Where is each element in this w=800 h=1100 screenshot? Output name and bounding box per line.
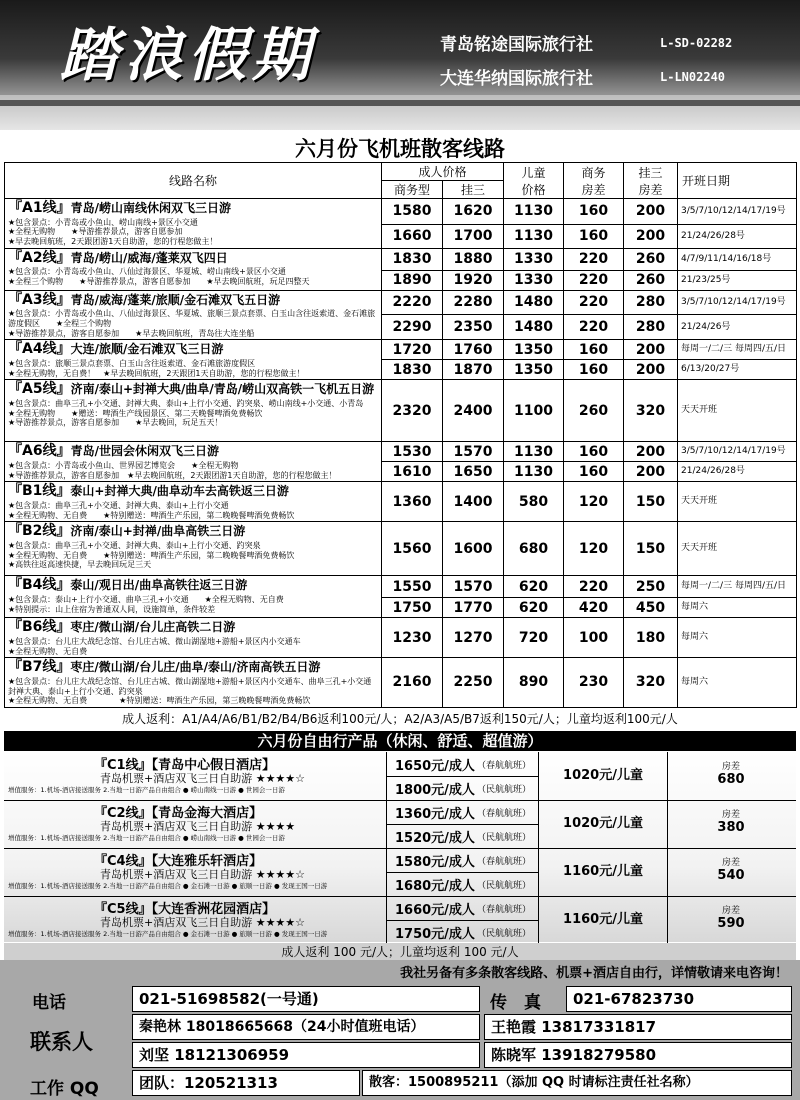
free-product (4, 752, 796, 801)
contacts-label: 联系人 (30, 1030, 93, 1054)
business-room-diff: 230 (564, 658, 624, 708)
adult-price: 1800元/成人 (395, 783, 475, 798)
child-price: 1130 (504, 462, 564, 482)
fax-label: 传 真 (490, 993, 541, 1013)
route-title (8, 381, 378, 398)
adult-price-row (386, 896, 539, 921)
departure-dates: 3/5/7/10/12/14/17/19号 (678, 442, 797, 462)
room-difference (666, 752, 796, 800)
route-name-cell (5, 290, 382, 340)
adult-price: 1520元/成人 (395, 831, 475, 846)
three-star-room-diff: 320 (624, 658, 678, 708)
route-code: 『A5线』 (8, 381, 71, 398)
route-code: 『B4线』 (8, 577, 71, 594)
phone-number: 021-51698582(一号通) (132, 986, 480, 1012)
route-name-cell (5, 248, 382, 290)
route-note: ★包含景点：小青岛或小鱼山、崂山南线+景区小交通 (8, 217, 198, 227)
three-star-price: 1770 (443, 598, 504, 618)
free-product-hotel: 【大连雅乐轩酒店】 (151, 854, 263, 869)
departure-dates: 每周一/二/三 每周四/五/日 (678, 340, 797, 360)
individual-qq: 散客：1500895211（添加 QQ 时请标注责任社名称） (362, 1070, 792, 1096)
route-note: ★包含景点：台儿庄大战纪念馆、台儿庄古城、微山湖湿地+游船+景区内小交通车、曲阜三孔+小交通 (8, 676, 372, 686)
agency1-name: 青岛铭途国际旅行社 (440, 35, 593, 55)
child-price: 1020元/儿童 (538, 800, 668, 848)
flight-type: （春航航班） (477, 761, 532, 771)
business-room-diff: 120 (564, 482, 624, 522)
free-product-subtitle: 青岛机票+酒店双飞三日自助游 ★★★★☆ (100, 772, 306, 785)
route-code: 『A4线』 (8, 341, 71, 358)
business-price: 1830 (382, 360, 443, 380)
header-three-star: 挂三 (443, 181, 504, 199)
business-price: 2220 (382, 290, 443, 315)
flight-type: （春航航班） (477, 905, 532, 915)
business-price: 1890 (382, 270, 443, 290)
section2-title: 六月份自由行产品（休闲、舒适、超值游） (4, 731, 796, 751)
flight-type: （春航航班） (477, 857, 532, 867)
route-name-cell (5, 522, 382, 576)
route-name-cell (5, 618, 382, 658)
table-row (5, 442, 797, 462)
route-name-cell (5, 199, 382, 249)
three-star-room-diff: 200 (624, 462, 678, 482)
three-star-room-diff: 250 (624, 576, 678, 598)
room-difference (666, 896, 796, 944)
room-diff-label: 房差 (721, 810, 740, 820)
route-name-cell (5, 380, 382, 442)
departure-dates: 每周六 (678, 658, 797, 708)
route-note: ★高铁往返高速快捷，早去晚回玩足三天 (8, 560, 152, 570)
free-product-subtitle: 青岛机票+酒店双飞三日自助游 ★★★★☆ (100, 916, 306, 929)
business-price: 1660 (382, 224, 443, 248)
route-note: ★全程三个购物 ★导游推荐景点，游客自愿参加 ★早去晚回航班，玩足四整天 (8, 276, 310, 286)
route-note: ★包含景点：泰山+上行小交通、曲阜三孔+小交通 ★全程无购物、无自费 (8, 594, 284, 604)
adult-price: 1360元/成人 (395, 807, 475, 822)
adult-price-row (386, 824, 539, 848)
business-room-diff: 220 (564, 270, 624, 290)
three-star-price: 1700 (443, 224, 504, 248)
route-title-text: 枣庄/微山湖/台儿庄/曲阜/泰山/济南高铁五日游 (70, 660, 321, 675)
route-note: ★包含景点：台儿庄大战纪念馆、台儿庄古城、微山湖湿地+游船+景区内小交通车 (8, 636, 301, 646)
room-diff-value: 680 (717, 772, 745, 787)
room-difference (666, 800, 796, 848)
header-business-room: 商务 房差 (564, 163, 624, 199)
header-route: 线路名称 (5, 163, 382, 199)
child-price: 1100 (504, 380, 564, 442)
route-note: ★包含景点：小青岛或小鱼山、八仙过海景区、华夏城、崂山南线+景区小交通 (8, 267, 286, 277)
contact-3: 刘坚 18121306959 (132, 1042, 480, 1068)
route-note: ★导游推荐景点，游客自愿参加 ★早去晚回航班，青岛往大连坐船 (8, 328, 255, 338)
route-title (8, 200, 378, 217)
free-product-services: 增值服务：1.机场-酒店接送服务 2.当地一日游产品自由组合 ● 金石滩一日游 ● 旅顺一日游 ● 发现王国一日游 (8, 930, 328, 938)
flight-type: （民航航班） (477, 785, 532, 795)
three-star-room-diff: 200 (624, 199, 678, 225)
three-star-room-diff: 200 (624, 442, 678, 462)
business-room-diff: 160 (564, 360, 624, 380)
child-price: 1480 (504, 290, 564, 315)
team-qq: 团队：120521313 (132, 1070, 360, 1096)
business-room-diff: 160 (564, 462, 624, 482)
rebate-note-2: 成人返利 100 元/人；儿童均返利 100 元/人 (4, 943, 796, 960)
route-table (4, 162, 797, 708)
table-row (5, 618, 797, 658)
route-title-text: 泰山+封禅大典/曲阜动车去高铁返三日游 (70, 484, 289, 499)
three-star-room-diff: 150 (624, 522, 678, 576)
three-star-price: 1570 (443, 576, 504, 598)
child-price: 620 (504, 598, 564, 618)
three-star-price: 1620 (443, 199, 504, 225)
room-diff-value: 380 (717, 820, 745, 835)
agency1-license: L-SD-02282 (660, 36, 733, 50)
shoreline (0, 100, 800, 106)
phone-label: 电话 (32, 993, 66, 1013)
business-room-diff: 220 (564, 576, 624, 598)
route-note: ★导游推荐景点，游客自愿参加 ★早去晚回航班，2天跟团游1天自助游，您的行程您做主！ (8, 470, 337, 480)
room-diff-label: 房差 (721, 762, 740, 772)
departure-dates: 3/5/7/10/12/14/17/19号 (678, 290, 797, 315)
room-difference (666, 848, 796, 896)
three-star-room-diff: 180 (624, 618, 678, 658)
route-title (8, 250, 378, 267)
route-note: ★全程无购物、无自费 ★特别赠送：啤酒生产乐园，第二晚晚餐啤酒免费畅饮 (8, 510, 295, 520)
route-title (8, 483, 378, 500)
adult-price: 1660元/成人 (395, 903, 475, 918)
free-product-subtitle: 青岛机票+酒店双飞三日自助游 ★★★★ (100, 820, 296, 833)
route-title (8, 659, 378, 676)
room-diff-label: 房差 (721, 858, 740, 868)
departure-dates: 天天开班 (678, 522, 797, 576)
table-row (5, 380, 797, 442)
route-code: 『A6线』 (8, 443, 71, 460)
route-note: ★全程无购物、无自费 ★特别赠送：啤酒生产乐园，第二晚晚餐啤酒免费畅饮 (8, 550, 295, 560)
room-diff-label: 房差 (721, 906, 740, 916)
table-row (5, 340, 797, 360)
free-product (4, 896, 796, 945)
free-product-hotel: 【青岛金海大酒店】 (151, 806, 263, 821)
route-name-cell (5, 442, 382, 482)
route-note: ★包含景点：小青岛或小鱼山、世界园艺博览会 ★全程无购物 (8, 460, 239, 470)
free-product-info (4, 848, 386, 896)
route-note: ★包含景点：旅顺三景点套票、白玉山含往返索道、金石滩旅游度假区 (8, 358, 256, 368)
departure-dates: 3/5/7/10/12/14/17/19号 (678, 199, 797, 225)
departure-dates: 天天开班 (678, 482, 797, 522)
three-star-price: 1920 (443, 270, 504, 290)
table-row (5, 482, 797, 522)
three-star-room-diff: 200 (624, 224, 678, 248)
three-star-price: 1650 (443, 462, 504, 482)
three-star-price: 1880 (443, 248, 504, 270)
three-star-price: 1870 (443, 360, 504, 380)
business-room-diff: 160 (564, 224, 624, 248)
child-price: 1330 (504, 270, 564, 290)
route-code: 『B1线』 (8, 483, 71, 500)
adult-price-row (386, 848, 539, 873)
departure-dates: 4/7/9/11/14/16/18号 (678, 248, 797, 270)
table-row (5, 576, 797, 598)
free-product (4, 800, 796, 849)
free-product-code: 『C2线』 (94, 806, 152, 821)
route-title (8, 523, 378, 540)
child-price: 1130 (504, 224, 564, 248)
adult-price: 1750元/成人 (395, 927, 475, 942)
route-note: ★全程无购物、无自费 ★特别赠送：啤酒生产乐园，第三晚晚餐啤酒免费畅饮 (8, 696, 311, 706)
route-title-text: 青岛/威海/蓬莱/旅顺/金石滩双飞五日游 (70, 292, 281, 307)
business-price: 2290 (382, 315, 443, 340)
contact-4: 陈晓军 13918279580 (484, 1042, 792, 1068)
child-price: 1350 (504, 360, 564, 380)
free-product-info (4, 896, 386, 944)
departure-dates: 21/24/26号 (678, 315, 797, 340)
departure-dates: 21/23/25号 (678, 270, 797, 290)
header-three-star-room: 挂三 房差 (624, 163, 678, 199)
departure-dates: 每周六 (678, 598, 797, 618)
three-star-price: 2250 (443, 658, 504, 708)
rebate-note-1: 成人返利：A1/A4/A6/B1/B2/B4/B6返利100元/人；A2/A3/A5/B7返利150元/人；儿童均返利100元/人 (122, 712, 678, 726)
route-code: 『A3线』 (8, 291, 71, 308)
child-price: 1020元/儿童 (538, 752, 668, 800)
header-banner (0, 0, 800, 130)
route-name-cell (5, 340, 382, 380)
route-title-text: 泰山/观日出/曲阜高铁往返三日游 (70, 578, 248, 593)
three-star-price: 2350 (443, 315, 504, 340)
header-dates: 开班日期 (678, 163, 797, 199)
adult-price: 1680元/成人 (395, 879, 475, 894)
adult-price-row (386, 776, 539, 800)
route-code: 『B7线』 (8, 659, 71, 676)
three-star-room-diff: 260 (624, 270, 678, 290)
free-product-info (4, 800, 386, 848)
departure-dates: 天天开班 (678, 380, 797, 442)
route-name-cell (5, 482, 382, 522)
adult-price: 1650元/成人 (395, 759, 475, 774)
adult-price-row (386, 752, 539, 777)
three-star-room-diff: 150 (624, 482, 678, 522)
table-row (5, 248, 797, 270)
free-product-code: 『C4线』 (94, 854, 152, 869)
three-star-room-diff: 280 (624, 315, 678, 340)
room-diff-value: 540 (717, 868, 745, 883)
child-price: 1160元/儿童 (538, 848, 668, 896)
route-note: ★特别提示：山上住宿为普通双人间，设施简单，条件较差 (8, 604, 216, 614)
route-body (5, 199, 797, 708)
business-room-diff: 100 (564, 618, 624, 658)
fax-number: 021-67823730 (566, 986, 792, 1012)
adult-price-row (386, 920, 539, 944)
three-star-room-diff: 320 (624, 380, 678, 442)
route-title-text: 济南/泰山+封禅大典/曲阜/青岛/崂山双高铁一飞机五日游 (70, 382, 375, 397)
business-price: 1360 (382, 482, 443, 522)
business-price: 1610 (382, 462, 443, 482)
route-title-text: 枣庄/微山湖/台儿庄高铁二日游 (70, 620, 236, 635)
contact-section (0, 960, 800, 1100)
business-room-diff: 220 (564, 290, 624, 315)
business-price: 1530 (382, 442, 443, 462)
adult-price: 1580元/成人 (395, 855, 475, 870)
child-price: 720 (504, 618, 564, 658)
contact-notice: 我社另备有多条散客线路、机票+酒店自由行，详情敬请来电咨询！ (400, 966, 788, 981)
table-row (5, 522, 797, 576)
route-title (8, 341, 378, 358)
three-star-room-diff: 200 (624, 340, 678, 360)
route-note: ★导游推荐景点，游客自愿参加 ★早去晚回，玩足五天！ (8, 418, 223, 428)
three-star-price: 1570 (443, 442, 504, 462)
agency2-name: 大连华纳国际旅行社 (440, 69, 593, 89)
agency2-license: L-LN02240 (660, 70, 726, 84)
business-price: 2320 (382, 380, 443, 442)
route-code: 『A1线』 (8, 200, 71, 216)
three-star-price: 2400 (443, 380, 504, 442)
three-star-price: 1600 (443, 522, 504, 576)
route-title-text: 青岛/崂山/威海/蓬莱双飞四日 (70, 250, 228, 265)
route-note: ★包含景点：小青岛或小鱼山、八仙过海景区、华夏城、旅顺三景点套票、白玉山含往返索道、金石滩旅游度假区 ★全程三个购物 (8, 309, 376, 328)
flight-type: （民航航班） (477, 881, 532, 891)
flight-type: （民航航班） (477, 833, 532, 843)
route-note: ★全程无购物 ★赠送：啤酒生产线园景区、第二天晚餐啤酒免费畅饮 (8, 408, 263, 418)
business-price: 1550 (382, 576, 443, 598)
route-title-text: 青岛/世园会休闲双飞三日游 (70, 444, 219, 459)
free-product-info (4, 752, 386, 800)
child-price: 620 (504, 576, 564, 598)
route-title (8, 619, 378, 636)
departure-dates: 每周六 (678, 618, 797, 658)
flight-type: （春航航班） (477, 809, 532, 819)
header-child-price: 儿童 价格 (504, 163, 564, 199)
free-product-services: 增值服务：1.机场-酒店接送服务 2.当地一日游产品自由组合 ● 崂山南线一日游 ● 世园会一日游 (8, 786, 285, 794)
free-product-subtitle: 青岛机票+酒店双飞三日自助游 ★★★★☆ (100, 868, 306, 881)
route-code: 『A2线』 (8, 249, 71, 266)
business-price: 2160 (382, 658, 443, 708)
route-name-cell (5, 658, 382, 708)
route-note: ★全程无购物，无自费！ ★早去晚回航班，2天跟团1天自助游，您的行程您做主！ (8, 368, 305, 378)
table-row (5, 199, 797, 225)
route-note: 封禅大典、泰山+上行小交通、趵突泉 (8, 686, 143, 696)
free-product-hotel: 【青岛中心假日酒店】 (151, 758, 276, 773)
header-adult-price: 成人价格 (382, 163, 504, 181)
free-product (4, 848, 796, 897)
child-price: 1160元/儿童 (538, 896, 668, 944)
three-star-price: 1400 (443, 482, 504, 522)
business-price: 1580 (382, 199, 443, 225)
departure-dates: 每周一/二/三 每周四/五/日 (678, 576, 797, 598)
contact-1: 秦艳林 18018665668（24小时值班电话） (132, 1014, 480, 1040)
business-room-diff: 420 (564, 598, 624, 618)
business-price: 1720 (382, 340, 443, 360)
route-code: 『B2线』 (8, 523, 71, 540)
brand-title: 踏浪假期 (60, 21, 317, 89)
route-title (8, 577, 378, 594)
business-room-diff: 160 (564, 442, 624, 462)
child-price: 680 (504, 522, 564, 576)
child-price: 580 (504, 482, 564, 522)
route-note: ★包含景点：曲阜三孔+小交通、封禅大典、泰山+上行小交通、趵突泉 (8, 540, 261, 550)
business-room-diff: 260 (564, 380, 624, 442)
route-title (8, 443, 378, 460)
business-room-diff: 160 (564, 199, 624, 225)
three-star-price: 1760 (443, 340, 504, 360)
three-star-price: 1270 (443, 618, 504, 658)
three-star-room-diff: 200 (624, 360, 678, 380)
child-price: 890 (504, 658, 564, 708)
adult-price-row (386, 872, 539, 896)
room-diff-value: 590 (717, 916, 745, 931)
business-price: 1560 (382, 522, 443, 576)
departure-dates: 6/13/20/27号 (678, 360, 797, 380)
route-name-cell (5, 576, 382, 618)
child-price: 1480 (504, 315, 564, 340)
table-row (5, 290, 797, 315)
route-title-text: 青岛/崂山南线休闲双飞三日游 (70, 201, 231, 215)
child-price: 1350 (504, 340, 564, 360)
route-note: ★全程无购物 ★导游推荐景点，游客自愿参加 (8, 227, 183, 237)
departure-dates: 21/24/26/28号 (678, 462, 797, 482)
business-room-diff: 160 (564, 340, 624, 360)
free-product-code: 『C5线』 (94, 902, 152, 917)
route-title-text: 大连/旅顺/金石滩双飞三日游 (70, 342, 224, 357)
child-price: 1330 (504, 248, 564, 270)
three-star-room-diff: 280 (624, 290, 678, 315)
section1-title: 六月份飞机班散客线路 (295, 137, 505, 161)
three-star-room-diff: 260 (624, 248, 678, 270)
qq-label: 工作 QQ (30, 1079, 99, 1099)
route-title-text: 济南/泰山+封禅/曲阜高铁三日游 (70, 524, 246, 539)
three-star-room-diff: 450 (624, 598, 678, 618)
business-price: 1230 (382, 618, 443, 658)
business-price: 1750 (382, 598, 443, 618)
free-product-code: 『C1线』 (94, 758, 152, 773)
free-product-services: 增值服务：1.机场-酒店接送服务 2.当地一日游产品自由组合 ● 崂山南线一日游 ● 世园会一日游 (8, 834, 285, 842)
child-price: 1130 (504, 199, 564, 225)
route-title (8, 292, 378, 309)
adult-price-row (386, 800, 539, 825)
three-star-price: 2280 (443, 290, 504, 315)
contact-2: 王艳霞 13817331817 (484, 1014, 792, 1040)
header-business-type: 商务型 (382, 181, 443, 199)
flight-type: （民航航班） (477, 929, 532, 939)
route-note: ★包含景点：曲阜三孔+小交通、封禅大典、泰山+上行小交通、趵突泉、崂山南线+小交通、小青岛 (8, 398, 364, 408)
free-product-hotel: 【大连香洲花园酒店】 (151, 902, 276, 917)
route-note: ★包含景点：曲阜三孔+小交通、封禅大典、泰山+上行小交通 (8, 500, 229, 510)
free-product-services: 增值服务：1.机场-酒店接送服务 2.当地一日游产品自由组合 ● 金石滩一日游 ● 旅顺一日游 ● 发现王国一日游 (8, 882, 328, 890)
departure-dates: 21/24/26/28号 (678, 224, 797, 248)
business-room-diff: 220 (564, 248, 624, 270)
route-note: ★早去晚回航班，2天跟团游1天自助游，您的行程您做主！ (8, 236, 218, 246)
table-row (5, 658, 797, 708)
route-code: 『B6线』 (8, 619, 71, 636)
business-room-diff: 120 (564, 522, 624, 576)
free-products (4, 752, 796, 942)
child-price: 1130 (504, 442, 564, 462)
business-price: 1830 (382, 248, 443, 270)
business-room-diff: 220 (564, 315, 624, 340)
route-note: ★全程无购物、无自费 (8, 646, 88, 656)
